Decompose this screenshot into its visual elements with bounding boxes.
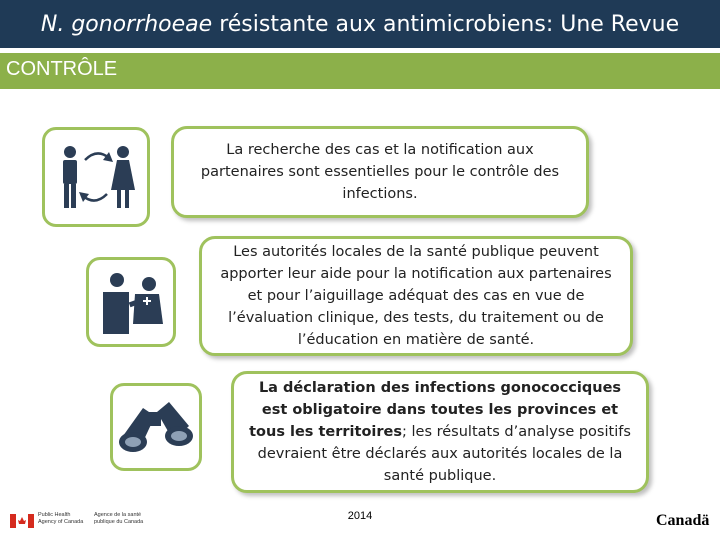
gov-name-en-line1: Public Health [38,512,71,518]
info-box-public-health [199,236,633,356]
icon-box-public-health [86,257,176,347]
info-text-reporting [244,377,636,487]
section-bar [0,53,720,89]
section-label: CONTRÔLE [6,58,118,80]
health-worker-icon [89,260,173,344]
gov-name-fr-line2: publique du Canada [94,519,144,525]
icon-box-surveillance [110,383,202,471]
gov-name-fr [94,512,143,526]
gov-name-en-line2: Agency of Canada [38,519,84,525]
gov-name-fr-line1: Agence de la santé [94,512,142,518]
info-text-public-health: Les autorités locales de la santé publique peuvent apporter leur aide pour la notification aux partenaires et pour l’aiguillage adéquat des cas en vue de l’évaluation clinique, des tests, du traitement ou de l’éducation en matière de santé. [220,244,612,348]
info-box-case-finding [171,126,589,218]
icon-box-contacts [42,127,150,227]
title-italic: N. gonorrhoeae [40,11,213,37]
footer-year: 2014 [347,510,373,522]
info-text-case-finding: La recherche des cas et la notification aux partenaires sont essentielles pour le contrôle des infections. [200,142,560,202]
info-box-reporting [231,371,649,493]
binoculars-icon [113,386,199,468]
slide-title [0,0,720,48]
title-rest: résistante aux antimicrobiens: Une Revue [212,11,680,37]
info-text-reporting-bold: La déclaration des infections gonococciques est obligatoire dans toutes les provinces et tous les territoires [249,380,622,440]
partner-notification-icon [45,130,147,224]
gov-name-en [38,512,83,526]
canada-wordmark: Canadä [656,512,710,529]
canada-flag-icon [10,514,34,528]
info-text-reporting-normal: ; les résultats d’analyse positifs devraient être déclarés aux autorités locales de la santé publique. [257,424,631,484]
